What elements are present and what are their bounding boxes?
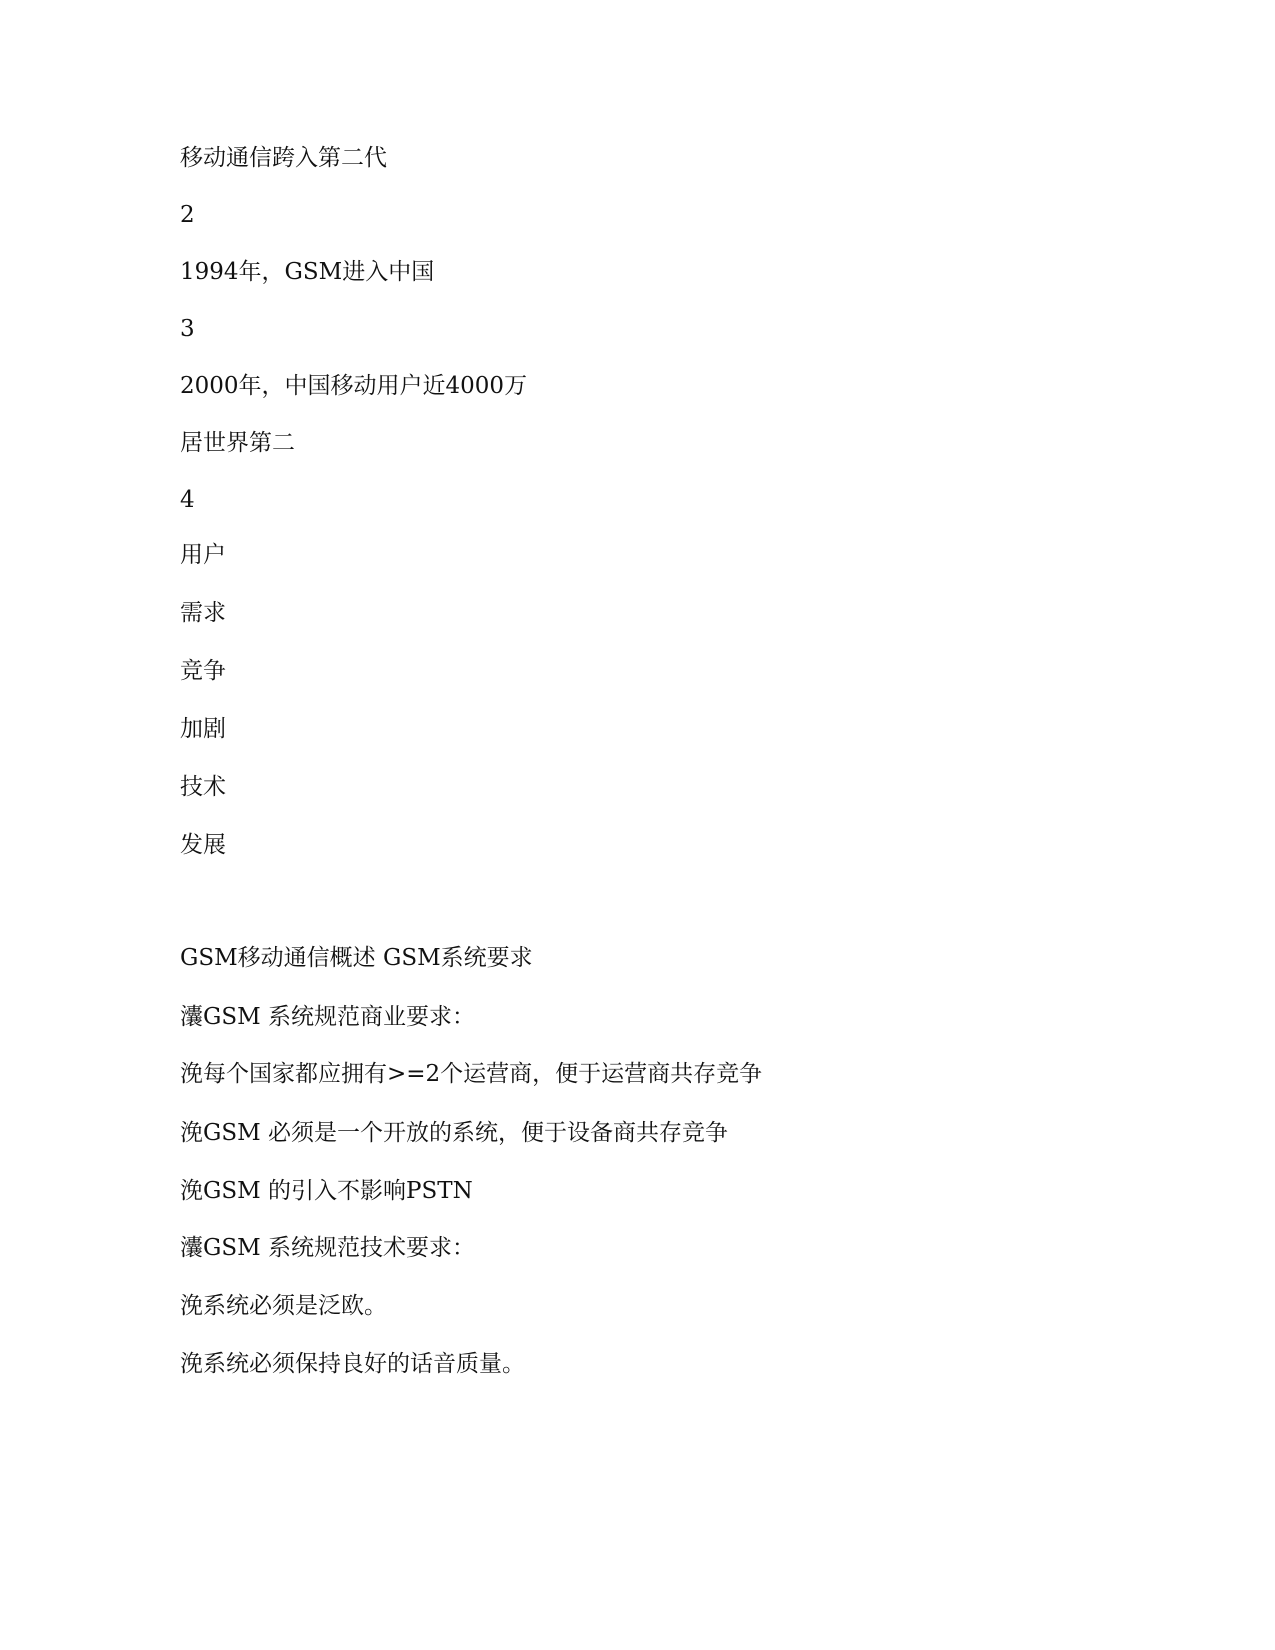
text-line: 技术 xyxy=(180,774,226,800)
text-line: 加剧 xyxy=(180,716,226,742)
text-line: 2 xyxy=(180,202,195,228)
text-line: 居世界第二 xyxy=(180,430,295,456)
text-line: 移动通信跨入第二代 xyxy=(180,145,387,171)
text-line: 1994年，GSM进入中国 xyxy=(180,259,435,285)
text-line: 2000年，中国移动用户近4000万 xyxy=(180,373,528,399)
text-line: 灢GSM 系统规范技术要求： xyxy=(180,1235,475,1261)
text-line: 4 xyxy=(180,487,195,513)
text-line: 浼系统必须是泛欧。 xyxy=(180,1293,387,1319)
section-heading: GSM移动通信概述 GSM系统要求 xyxy=(180,945,533,971)
text-line: 3 xyxy=(180,316,195,342)
text-line: 用户 xyxy=(180,542,226,568)
text-line: 浼系统必须保持良好的话音质量。 xyxy=(180,1351,525,1377)
text-line: 需求 xyxy=(180,600,226,626)
text-line: 竞争 xyxy=(180,658,226,684)
text-line: 灢GSM 系统规范商业要求： xyxy=(180,1004,475,1030)
text-line: 浼GSM 必须是一个开放的系统，便于设备商共存竞争 xyxy=(180,1120,728,1146)
text-line: 浼GSM 的引入不影响PSTN xyxy=(180,1178,473,1204)
text-line: 浼每个国家都应拥有>=2个运营商，便于运营商共存竞争 xyxy=(180,1061,763,1087)
text-line: 发展 xyxy=(180,832,226,858)
